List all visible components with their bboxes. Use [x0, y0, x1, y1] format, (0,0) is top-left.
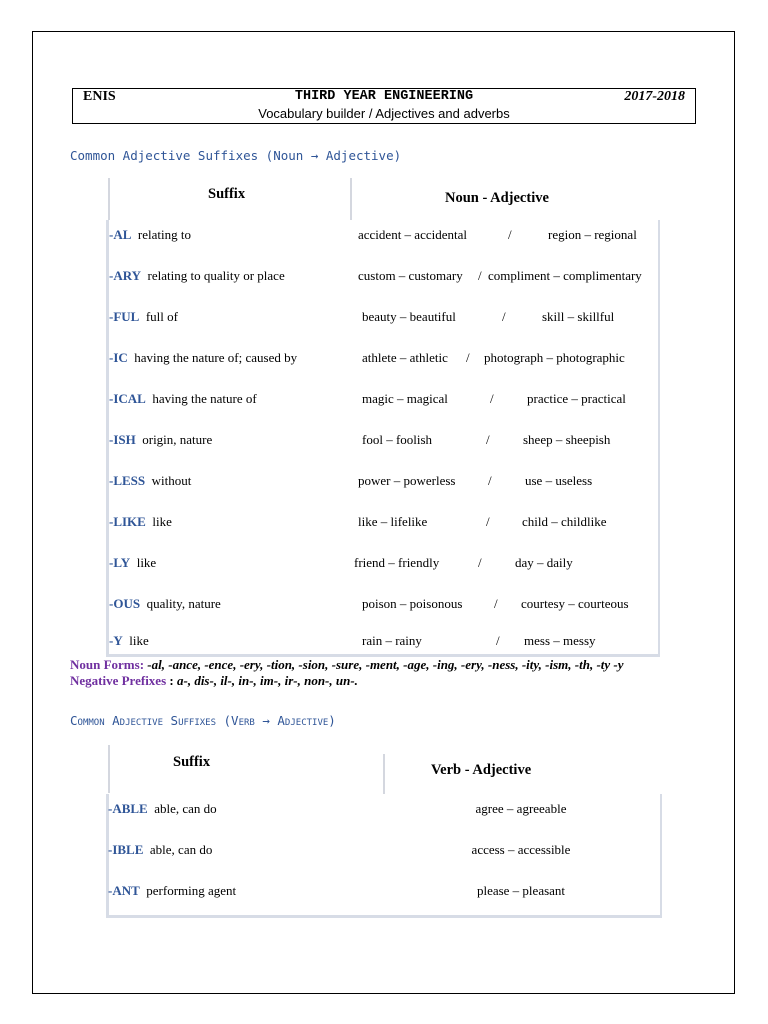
example-separator: / — [502, 309, 506, 324]
table1-mid-divider — [350, 178, 352, 220]
example-1: custom – customary — [358, 268, 463, 283]
table1-row — [109, 596, 221, 612]
example-separator: / — [486, 432, 490, 447]
suffix-meaning: performing agent — [146, 883, 237, 898]
suffix-label: -AL — [109, 227, 132, 242]
table1-row — [109, 633, 149, 649]
example-1: fool – foolish — [362, 432, 433, 447]
table2-row — [108, 883, 236, 899]
academic-year: 2017-2018 — [624, 89, 685, 104]
table1-row — [109, 555, 156, 571]
negative-prefixes-value: a-, dis-, il-, in-, im-, ir-, non-, un-. — [176, 673, 358, 688]
example-2: use – useless — [525, 473, 593, 488]
example-2: mess – messy — [524, 633, 596, 648]
example-1: power – powerless — [358, 473, 456, 488]
suffix-meaning: able, can do — [149, 842, 213, 857]
example-2: region – regional — [548, 227, 637, 242]
suffix-meaning: quality, nature — [146, 596, 221, 611]
table1-left-divider — [108, 178, 110, 220]
example-separator: / — [466, 350, 470, 365]
document-subtitle: Vocabulary builder / Adjectives and adverbs — [258, 106, 510, 121]
school-name: ENIS — [83, 89, 116, 104]
example: access – accessible — [471, 842, 571, 857]
example-separator: / — [488, 473, 492, 488]
noun-forms-label: Noun Forms — [70, 657, 140, 672]
noun-forms-note: Noun Forms: -al, -ance, -ence, -ery, -tion, -sion, -sure, -ment, -age, -ing, -ery, -ness, -ity, -ism, -th, -ty -y — [70, 657, 624, 672]
suffix-meaning: having the nature of — [152, 391, 257, 406]
suffix-label: -LIKE — [109, 514, 146, 529]
table1-row — [109, 227, 191, 243]
negative-prefixes-label: Negative Prefixes — [70, 673, 167, 688]
table2-header-suffix: Suffix — [173, 754, 211, 770]
noun-forms-value: -al, -ance, -ence, -ery, -tion, -sion, -sure, -ment, -age, -ing, -ery, -ness, -ity, -ism, -th, -ty -y — [147, 657, 624, 672]
table2-left-divider — [108, 745, 110, 793]
example-1: accident – accidental — [358, 227, 467, 242]
example-separator: / — [494, 596, 498, 611]
suffix-label: -ANT — [108, 883, 140, 898]
suffix-label: -IBLE — [108, 842, 144, 857]
table1-row — [109, 432, 212, 448]
suffix-meaning: able, can do — [154, 801, 217, 816]
table1-row — [109, 473, 191, 489]
suffix-meaning: relating to — [137, 227, 191, 242]
suffix-label: -Y — [109, 633, 123, 648]
table1-header-suffix: Suffix — [208, 186, 246, 202]
example-2: skill – skillful — [542, 309, 615, 324]
example-2: day – daily — [515, 555, 573, 570]
suffix-meaning: having the nature of; caused by — [134, 350, 298, 365]
course-title: THIRD YEAR ENGINEERING — [294, 89, 474, 104]
suffix-label: -IC — [109, 350, 128, 365]
example-2: compliment – complimentary — [488, 268, 642, 283]
example: please – pleasant — [476, 883, 566, 898]
suffix-meaning: like — [152, 514, 172, 529]
example-1: friend – friendly — [354, 555, 440, 570]
example-2: child – childlike — [522, 514, 607, 529]
example-separator: / — [496, 633, 500, 648]
negative-prefixes-note: Negative Prefixes : a-, dis-, il-, in-, im-, ir-, non-, un-. — [70, 673, 358, 688]
table2-mid-divider — [383, 754, 385, 794]
document-header — [72, 88, 696, 124]
suffix-meaning: full of — [145, 309, 178, 324]
table1-row — [109, 514, 172, 530]
suffix-meaning: like — [129, 633, 149, 648]
table2-row — [108, 801, 217, 817]
table1-header-noun-adjective: Noun - Adjective — [445, 190, 549, 206]
table1-row — [109, 391, 257, 407]
suffix-meaning: origin, nature — [142, 432, 213, 447]
table1-row — [109, 350, 297, 366]
example-2: photograph – photographic — [484, 350, 625, 365]
example-1: poison – poisonous — [362, 596, 463, 611]
example-1: beauty – beautiful — [362, 309, 456, 324]
suffix-label: -ICAL — [109, 391, 146, 406]
example-2: practice – practical — [527, 391, 626, 406]
example: agree – agreeable — [475, 801, 567, 816]
section1-title: Common Adjective Suffixes (Noun → Adjective) — [70, 148, 402, 163]
table1-row — [109, 268, 285, 284]
suffix-label: -ARY — [109, 268, 142, 283]
suffix-label: -LESS — [109, 473, 146, 488]
suffix-meaning: like — [136, 555, 157, 570]
example-1: like – lifelike — [358, 514, 428, 529]
example-1: magic – magical — [362, 391, 448, 406]
example-2: sheep – sheepish — [523, 432, 611, 447]
suffix-label: -ABLE — [108, 801, 148, 816]
example-separator: / — [478, 555, 482, 570]
section2-title: Common Adjective Suffixes (Verb → Adjective) — [70, 713, 336, 728]
example-separator: / — [508, 227, 512, 242]
example-1: rain – rainy — [362, 633, 422, 648]
suffix-label: -OUS — [109, 596, 141, 611]
table1-row — [109, 309, 178, 325]
example-separator: / — [490, 391, 494, 406]
example-2: courtesy – courteous — [521, 596, 629, 611]
example-separator: / — [486, 514, 490, 529]
suffix-label: -FUL — [109, 309, 140, 324]
example-separator: / — [478, 268, 482, 283]
suffix-label: -ISH — [109, 432, 136, 447]
suffix-meaning: relating to quality or place — [147, 268, 285, 283]
example-1: athlete – athletic — [362, 350, 448, 365]
suffix-label: -LY — [109, 555, 131, 570]
table2-row — [108, 842, 212, 858]
table2-header-verb-adjective: Verb - Adjective — [431, 762, 532, 778]
suffix-meaning: without — [151, 473, 192, 488]
